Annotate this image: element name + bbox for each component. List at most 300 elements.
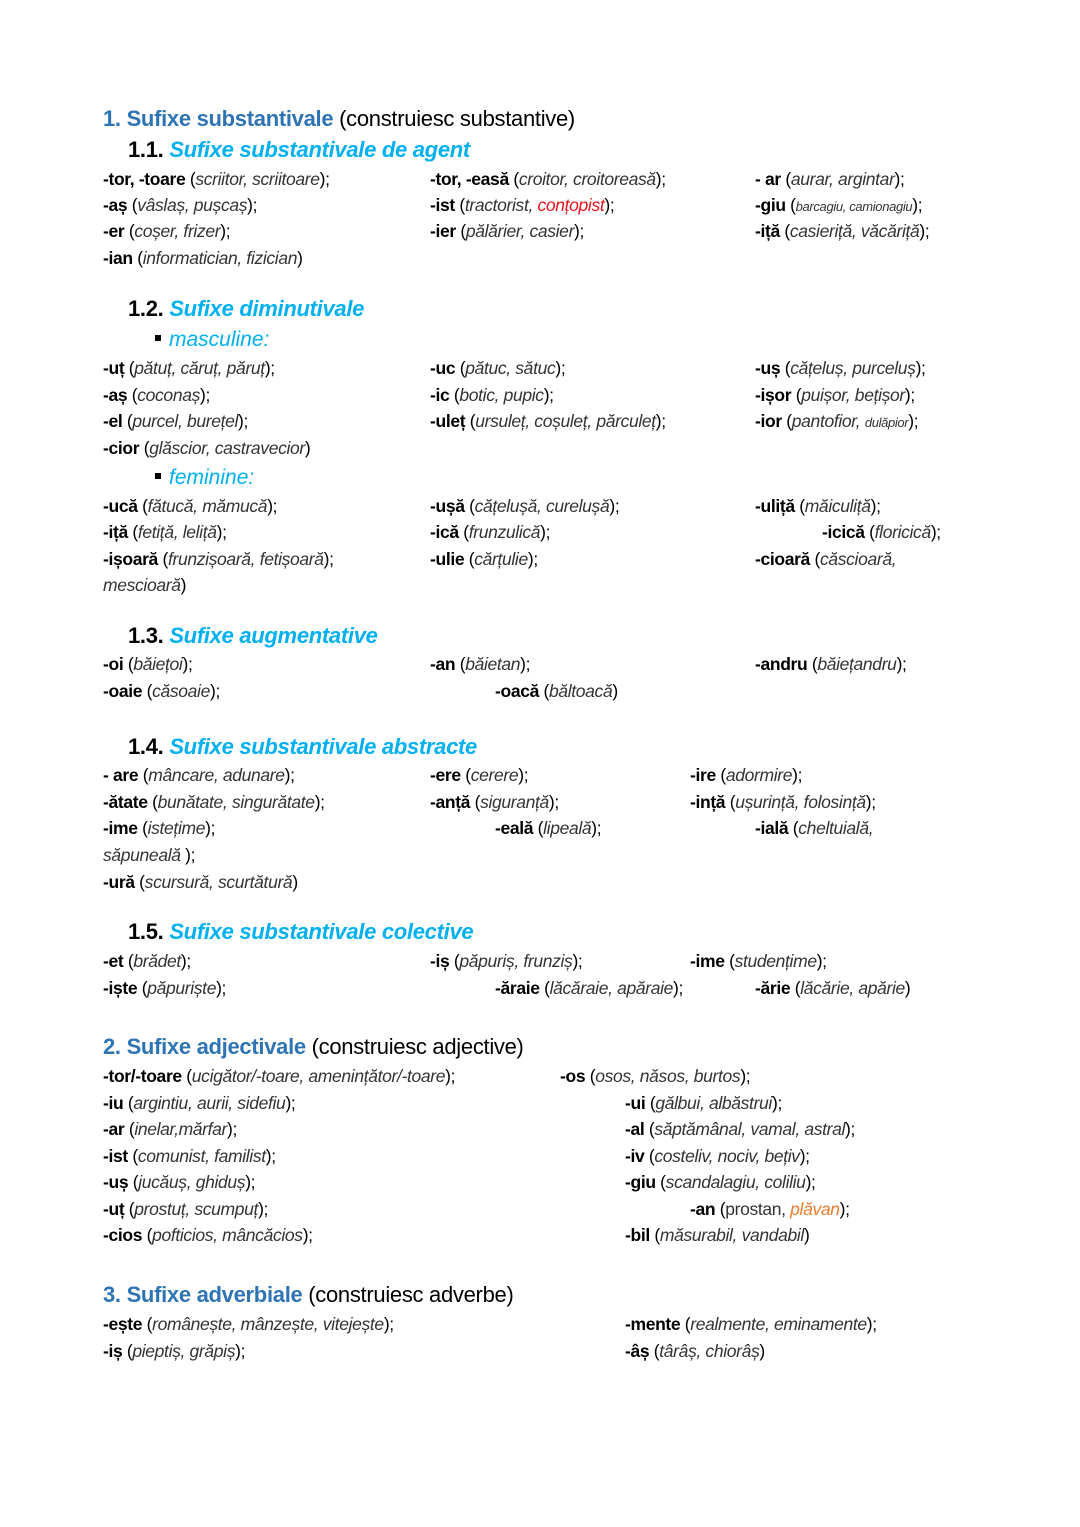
examples <box>519 169 656 189</box>
closing-punct: ); <box>816 951 827 971</box>
suffix-entry <box>755 410 918 434</box>
example-text: vâslaș, pușcaș <box>137 195 248 215</box>
examples <box>133 654 182 674</box>
closing-punct: ); <box>205 818 216 838</box>
suffix: -ui <box>625 1093 646 1113</box>
suffix: -andru <box>755 654 808 674</box>
examples <box>459 951 572 971</box>
gender-subheading <box>155 327 269 353</box>
section-number: 1.2. <box>128 296 164 321</box>
suffix-entry <box>103 764 295 786</box>
suffix: -uș <box>755 358 781 378</box>
open-paren: ( <box>533 818 544 838</box>
section-title: Sufixe diminutivale <box>169 296 365 321</box>
suffix: -cioară <box>755 549 810 569</box>
open-paren: ( <box>449 951 460 971</box>
examples <box>132 411 238 431</box>
suffix: -iu <box>103 1093 124 1113</box>
examples <box>148 765 284 785</box>
examples <box>690 1314 867 1334</box>
section-heading <box>103 1033 524 1061</box>
example-text: pătuț, căruț, păruț <box>134 358 265 378</box>
section-number: 1.3. <box>128 623 164 648</box>
suffix: -ăraie <box>495 978 540 998</box>
example-text: căscioară, <box>819 549 897 569</box>
examples <box>138 522 217 542</box>
examples <box>735 792 866 812</box>
open-paren: ( <box>864 522 875 542</box>
suffix-entry <box>755 653 907 675</box>
subsection-heading <box>128 918 473 946</box>
closing-punct: ); <box>199 385 210 405</box>
suffix: -uleț <box>430 411 466 431</box>
examples <box>137 385 200 405</box>
suffix-entry <box>103 1065 455 1087</box>
open-paren: ( <box>781 411 792 431</box>
suffix: -ian <box>103 248 133 268</box>
examples <box>660 1225 804 1245</box>
examples <box>595 1066 740 1086</box>
suffix-entry <box>430 220 584 242</box>
suffix: -ulie <box>430 549 465 569</box>
section-number: 1. <box>103 106 121 131</box>
closing-punct: ); <box>258 1199 269 1219</box>
open-paren: ( <box>142 1314 153 1334</box>
suffix: -ist <box>103 1146 128 1166</box>
example-text: conțopist <box>537 195 605 215</box>
example-text: băiețoi <box>133 654 183 674</box>
examples <box>132 1341 235 1361</box>
examples <box>138 1172 245 1192</box>
suffix: -uliță <box>755 496 795 516</box>
open-paren: ( <box>644 1146 655 1166</box>
suffix: -iv <box>625 1146 645 1166</box>
example-text: prostuț, scumpuț <box>134 1199 259 1219</box>
closing-punct: ); <box>284 765 295 785</box>
suffix: -âș <box>625 1341 650 1361</box>
open-paren: ( <box>123 951 134 971</box>
closing-punct: ); <box>314 792 325 812</box>
suffix: -ință <box>690 792 726 812</box>
open-paren: ( <box>185 169 196 189</box>
open-paren: ( <box>464 549 475 569</box>
section-number: 3. <box>103 1282 121 1307</box>
open-paren: ( <box>645 1093 656 1113</box>
section-heading <box>103 1281 514 1309</box>
suffix: -ește <box>103 1314 143 1334</box>
bullet-icon <box>155 335 161 341</box>
suffix: -tor, -toare <box>103 169 186 189</box>
suffix-entry <box>690 791 876 813</box>
suffix-entry <box>103 574 186 596</box>
suffix-entry <box>430 194 614 216</box>
suffix: -ire <box>690 765 716 785</box>
suffix: -et <box>103 951 124 971</box>
examples <box>792 411 908 431</box>
closing-punct: ); <box>655 169 666 189</box>
example-text: informatician, fizician <box>142 248 298 268</box>
example-text: lăcărie, apărie <box>800 978 905 998</box>
subsection-heading <box>128 733 477 761</box>
open-paren: ( <box>147 792 158 812</box>
open-paren: ( <box>122 411 133 431</box>
open-paren: ( <box>455 221 466 241</box>
section-number: 1.1. <box>128 137 164 162</box>
example-text: ușurință, folosință <box>735 792 866 812</box>
example-text: botic, pupic <box>459 385 544 405</box>
section-title: Sufixe adjectivale <box>126 1034 306 1059</box>
open-paren: ( <box>465 411 476 431</box>
suffix-entry <box>103 521 227 543</box>
closing-punct: ); <box>182 654 193 674</box>
closing-punct: ); <box>302 1225 313 1245</box>
suffix: -ială <box>755 818 789 838</box>
open-paren: ( <box>142 681 153 701</box>
closing-punct: ); <box>247 195 258 215</box>
examples <box>133 1093 285 1113</box>
closing-punct: ); <box>839 1199 850 1219</box>
example-text: osos, năsos, burtos <box>595 1066 741 1086</box>
open-paren: ( <box>539 978 550 998</box>
closing-punct: ); <box>655 411 666 431</box>
closing-punct: ); <box>180 845 196 865</box>
suffix: -ărie <box>755 978 791 998</box>
open-paren: ( <box>780 358 791 378</box>
examples <box>152 681 210 701</box>
open-paren: ( <box>157 549 168 569</box>
open-paren: ( <box>644 1119 655 1139</box>
suffix: -ucă <box>103 496 138 516</box>
suffix: -ișor <box>755 385 792 405</box>
closing-punct: ); <box>771 1093 782 1113</box>
examples <box>152 1225 303 1245</box>
examples <box>138 1146 266 1166</box>
suffix-entry <box>103 1224 313 1246</box>
open-paren: ( <box>454 195 465 215</box>
bullet-icon <box>155 473 161 479</box>
open-paren: ( <box>649 1341 660 1361</box>
examples <box>726 765 792 785</box>
examples <box>800 978 905 998</box>
suffix: -ică <box>430 522 459 542</box>
example-text: săpuneală <box>103 845 181 865</box>
closing-punct: ); <box>894 169 905 189</box>
section-title: Sufixe substantivale de agent <box>169 137 470 162</box>
examples <box>480 792 549 812</box>
open-paren: ( <box>807 654 818 674</box>
suffix-entry <box>103 384 210 406</box>
open-paren: ( <box>464 496 475 516</box>
open-paren: ( <box>790 978 801 998</box>
example-text: prostan, <box>725 1199 791 1219</box>
suffix: -al <box>625 1119 645 1139</box>
open-paren: ( <box>127 1146 138 1166</box>
open-paren: ( <box>181 1066 192 1086</box>
suffix-entry <box>560 1065 750 1087</box>
example-text: puișor, bețișor <box>801 385 905 405</box>
examples <box>790 358 915 378</box>
closing-punct: ); <box>919 221 930 241</box>
suffix: -oacă <box>495 681 539 701</box>
suffix: -ime <box>690 951 725 971</box>
examples <box>103 845 181 865</box>
closing-punct: ); <box>555 358 566 378</box>
suffix: -ere <box>430 765 461 785</box>
example-text: realmente, eminamente <box>690 1314 867 1334</box>
open-paren: ( <box>132 248 143 268</box>
examples <box>152 1314 384 1334</box>
closing-punct: ); <box>520 654 531 674</box>
examples <box>134 358 265 378</box>
suffix-entry <box>690 950 827 972</box>
example-text: măsurabil, vandabil <box>659 1225 804 1245</box>
examples <box>791 169 895 189</box>
example-text: cărțulie <box>474 549 528 569</box>
suffix-entry <box>103 817 215 839</box>
suffix: -tor, -easă <box>430 169 509 189</box>
examples <box>798 818 873 838</box>
open-paren: ( <box>794 496 805 516</box>
suffix-entry <box>430 764 528 786</box>
suffix: -cior <box>103 438 140 458</box>
closing-punct: ); <box>912 195 923 215</box>
closing-punct: ); <box>235 1341 246 1361</box>
open-paren: ( <box>137 978 148 998</box>
example-text: pălărier, casier <box>465 221 575 241</box>
examples <box>466 221 574 241</box>
examples <box>137 195 247 215</box>
open-paren: ( <box>724 951 735 971</box>
suffix: - are <box>103 765 139 785</box>
closing-punct: ); <box>572 951 583 971</box>
open-paren: ( <box>137 496 148 516</box>
suffix-entry <box>103 247 303 269</box>
example-text: bunătate, singurătate <box>157 792 315 812</box>
open-paren: ( <box>715 765 726 785</box>
example-text: mâncare, adunare <box>148 765 285 785</box>
open-paren: ( <box>128 1172 139 1192</box>
example-text: floricică <box>874 522 931 542</box>
examples <box>654 1146 799 1166</box>
closing-punct: ) <box>292 872 298 892</box>
suffix: -ier <box>430 221 456 241</box>
suffix: -mente <box>625 1314 681 1334</box>
examples <box>790 221 920 241</box>
suffix-entry <box>625 1340 765 1362</box>
open-paren: ( <box>455 654 466 674</box>
closing-punct: ); <box>548 792 559 812</box>
suffix: -ist <box>430 195 455 215</box>
suffix: -ișoară <box>103 549 158 569</box>
suffix: -bil <box>625 1225 650 1245</box>
suffix-entry <box>103 410 248 432</box>
example-text: băltoacă <box>548 681 613 701</box>
open-paren: ( <box>137 818 148 838</box>
closing-punct: ); <box>245 1172 256 1192</box>
closing-punct: ); <box>604 195 615 215</box>
suffix-entry <box>103 1118 237 1140</box>
closing-punct: ); <box>216 978 227 998</box>
closing-punct: ); <box>383 1314 394 1334</box>
suffix: -an <box>430 654 456 674</box>
example-text: scriitor, scriitoare <box>195 169 320 189</box>
examples <box>465 654 520 674</box>
section-number: 2. <box>103 1034 121 1059</box>
suffix-entry <box>755 220 929 242</box>
open-paren: ( <box>139 438 150 458</box>
open-paren: ( <box>124 1119 135 1139</box>
open-paren: ( <box>460 765 471 785</box>
section-description: (construiesc substantive) <box>333 106 575 131</box>
example-text: pătuc, sătuc <box>465 358 556 378</box>
open-paren: ( <box>123 654 134 674</box>
suffix-entry <box>495 680 618 702</box>
example-text: cheltuială, <box>798 818 874 838</box>
open-paren: ( <box>458 522 469 542</box>
examples <box>475 496 610 516</box>
suffix-entry <box>103 1145 276 1167</box>
suffix: -ușă <box>430 496 465 516</box>
suffix-entry <box>755 384 915 406</box>
example-text: măiculiță <box>804 496 871 516</box>
suffix: -tor/-toare <box>103 1066 182 1086</box>
open-paren: ( <box>134 872 145 892</box>
suffix: -cios <box>103 1225 143 1245</box>
open-paren: ( <box>123 1093 134 1113</box>
closing-punct: ); <box>792 765 803 785</box>
suffix: -aș <box>103 385 128 405</box>
suffix: -iță <box>103 522 128 542</box>
section-number: 1.5. <box>128 919 164 944</box>
closing-punct: ); <box>518 765 529 785</box>
suffix-entry <box>103 495 277 517</box>
suffix: -ătate <box>103 792 148 812</box>
open-paren: ( <box>809 549 820 569</box>
open-paren: ( <box>124 358 135 378</box>
suffix: -giu <box>755 195 786 215</box>
example-text: studențime <box>734 951 817 971</box>
examples <box>735 951 817 971</box>
closing-punct: ); <box>609 496 620 516</box>
examples <box>805 496 871 516</box>
closing-punct: ) <box>803 1225 810 1245</box>
suffix: -aș <box>103 195 128 215</box>
example-text: ucigător/-toare, amenințător/-toare <box>191 1066 446 1086</box>
example-text: gălbui, albăstrui <box>655 1093 772 1113</box>
suffix-entry <box>103 844 195 866</box>
suffix-entry <box>103 1198 268 1220</box>
closing-punct: ); <box>740 1066 751 1086</box>
examples <box>471 765 519 785</box>
open-paren: ( <box>124 1199 135 1219</box>
suffix: -iș <box>103 1341 123 1361</box>
example-text: lăcăraie, apăraie <box>549 978 674 998</box>
open-paren: ( <box>138 765 149 785</box>
examples <box>134 221 220 241</box>
suffix-entry <box>103 357 275 379</box>
closing-punct: ) <box>297 248 303 268</box>
closing-punct: ); <box>866 1314 877 1334</box>
example-text: păpuriș, frunziș <box>459 951 573 971</box>
suffix-entry <box>430 950 582 972</box>
suffix-entry <box>103 168 330 190</box>
closing-punct: ); <box>180 951 191 971</box>
closing-punct: ) <box>759 1341 765 1361</box>
section-title: Sufixe substantivale abstracte <box>169 734 477 759</box>
open-paren: ( <box>449 385 460 405</box>
closing-punct: ) <box>304 438 311 458</box>
example-text: tractorist, <box>464 195 538 215</box>
section-description: (construiesc adverbe) <box>302 1282 514 1307</box>
example-text: scandalagiu, coliliu <box>665 1172 806 1192</box>
example-text: coșer, frizer <box>134 221 221 241</box>
example-text: târâș, chiorâș <box>659 1341 760 1361</box>
suffix-entry <box>103 791 325 813</box>
suffix-entry <box>625 1145 810 1167</box>
suffix: -oi <box>103 654 124 674</box>
subsection-heading <box>128 136 470 164</box>
suffix-entry <box>755 977 910 999</box>
open-paren: ( <box>455 358 466 378</box>
suffix-entry <box>822 521 941 543</box>
examples <box>134 1199 258 1219</box>
suffix: -ură <box>103 872 135 892</box>
example-text: pofticios, mâncăcios <box>152 1225 303 1245</box>
closing-punct: ); <box>904 385 915 405</box>
suffix: -uț <box>103 1199 125 1219</box>
example-text: cățeluș, purceluș <box>790 358 916 378</box>
closing-punct: ); <box>238 411 249 431</box>
suffix-entry <box>625 1118 855 1140</box>
closing-punct: ); <box>673 978 684 998</box>
open-paren: ( <box>142 1225 153 1245</box>
examples <box>659 1341 759 1361</box>
example-text: lipeală <box>543 818 592 838</box>
closing-punct: ); <box>574 221 585 241</box>
suffix-entry <box>103 653 192 675</box>
suffix-entry <box>625 1092 782 1114</box>
examples <box>654 1119 845 1139</box>
examples <box>725 1199 839 1219</box>
closing-punct: ); <box>540 522 551 542</box>
examples <box>655 1093 772 1113</box>
suffix-entry <box>103 1092 295 1114</box>
example-text: barcagiu, camionagiu <box>795 199 913 214</box>
suffix-entry <box>755 168 905 190</box>
suffix-entry <box>103 680 220 702</box>
closing-punct: ); <box>220 221 231 241</box>
example-text: adormire <box>725 765 793 785</box>
example-text: căsoaie <box>152 681 210 701</box>
suffix-entry <box>690 1198 850 1220</box>
example-text: coconaș <box>137 385 200 405</box>
example-text: siguranță <box>480 792 549 812</box>
suffix-entry <box>103 548 334 570</box>
suffix-entry <box>103 977 226 999</box>
gender-label: masculine: <box>169 328 270 351</box>
suffix: -giu <box>625 1172 656 1192</box>
example-text: pantofior, <box>791 411 865 431</box>
subsection-heading <box>128 622 378 650</box>
suffix-entry <box>103 1340 245 1362</box>
example-text: românește, mânzește, vitejește <box>152 1314 384 1334</box>
example-text: brădet <box>133 951 181 971</box>
examples <box>801 385 905 405</box>
examples <box>145 872 293 892</box>
closing-punct: ) <box>612 681 618 701</box>
example-text: comunist, familist <box>137 1146 266 1166</box>
suffix-entry <box>103 194 257 216</box>
